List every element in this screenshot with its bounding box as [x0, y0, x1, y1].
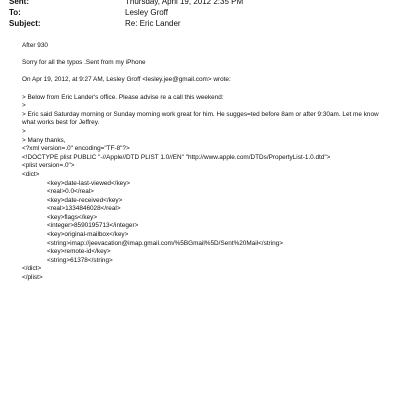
- xml-line: <plist version=.0">: [22, 162, 75, 170]
- spacer: [22, 51, 382, 60]
- subject-label: Subject:: [9, 19, 41, 28]
- body-line-after: After 930: [22, 42, 48, 49]
- plist-entry: <key>date-last-viewed</key>: [47, 179, 131, 187]
- plist-entry: <key>original-mailbox</key>: [47, 231, 129, 239]
- xml-line: <dict>: [22, 170, 40, 178]
- plist-entry: <real>1334846028</real>: [47, 205, 121, 213]
- spacer: [22, 68, 382, 77]
- spacer: [22, 85, 382, 94]
- plist-entry: <integer>8590195713</integer>: [47, 222, 139, 230]
- sent-label: Sent:: [9, 0, 29, 6]
- quoted-line: >: [22, 102, 26, 110]
- plist-entry: <key>date-received</key>: [47, 196, 123, 204]
- quoted-line: > Many thanks,: [22, 136, 66, 144]
- plist-entry: <real>0.0</real>: [47, 188, 94, 196]
- plist-entry: <string>61378</string>: [47, 256, 113, 264]
- xml-line: <!DOCTYPE plist PUBLIC "-//Apple//DTD PLIST 1.0//EN" "http://www.apple.com/DTDs/PropertyList-1.0.dtd">: [22, 153, 331, 161]
- body-line-sorry: Sorry for all the typos .Sent from my iPhone: [22, 59, 146, 67]
- body-line-wrote: On Apr 19, 2012, at 9:27 AM, Lesley Groff <lesley.jee@gmail.com> wrote:: [22, 76, 231, 84]
- plist-entry: <key>remote-id</key>: [47, 248, 111, 256]
- quoted-line: > Eric said Saturday morning or Sunday morning work great for him. He sugges=ted before 8am or after 9:30am. Let me know what works best for Jeffrey.: [22, 110, 379, 127]
- xml-line: </dict>: [22, 265, 42, 273]
- to-label: To:: [9, 8, 21, 17]
- subject-row: [0, 18, 400, 29]
- subject-value: Re: Eric Lander: [125, 19, 181, 28]
- sent-value: Thursday, April 19, 2012 2:35 PM: [125, 0, 244, 6]
- to-row: [0, 7, 400, 18]
- email-body: [22, 42, 382, 283]
- plist-entry: <key>flags</key>: [47, 213, 98, 221]
- email-header: [0, 0, 400, 29]
- sent-row: [0, 0, 400, 7]
- plist-entry: <string>imap://jeevacation@imap.gmail.com/%5BGmail%5D/Sent%20Mail</string>: [47, 239, 283, 247]
- quoted-line: >: [22, 127, 26, 135]
- xml-line: <?xml version=.0" encoding="TF-8"?>: [22, 145, 130, 153]
- quoted-line: > Below from Eric Lander's office. Please advise re a call this weekend:: [22, 93, 224, 101]
- xml-line: </plist>: [22, 274, 43, 282]
- to-value: Lesley Groff: [125, 8, 168, 17]
